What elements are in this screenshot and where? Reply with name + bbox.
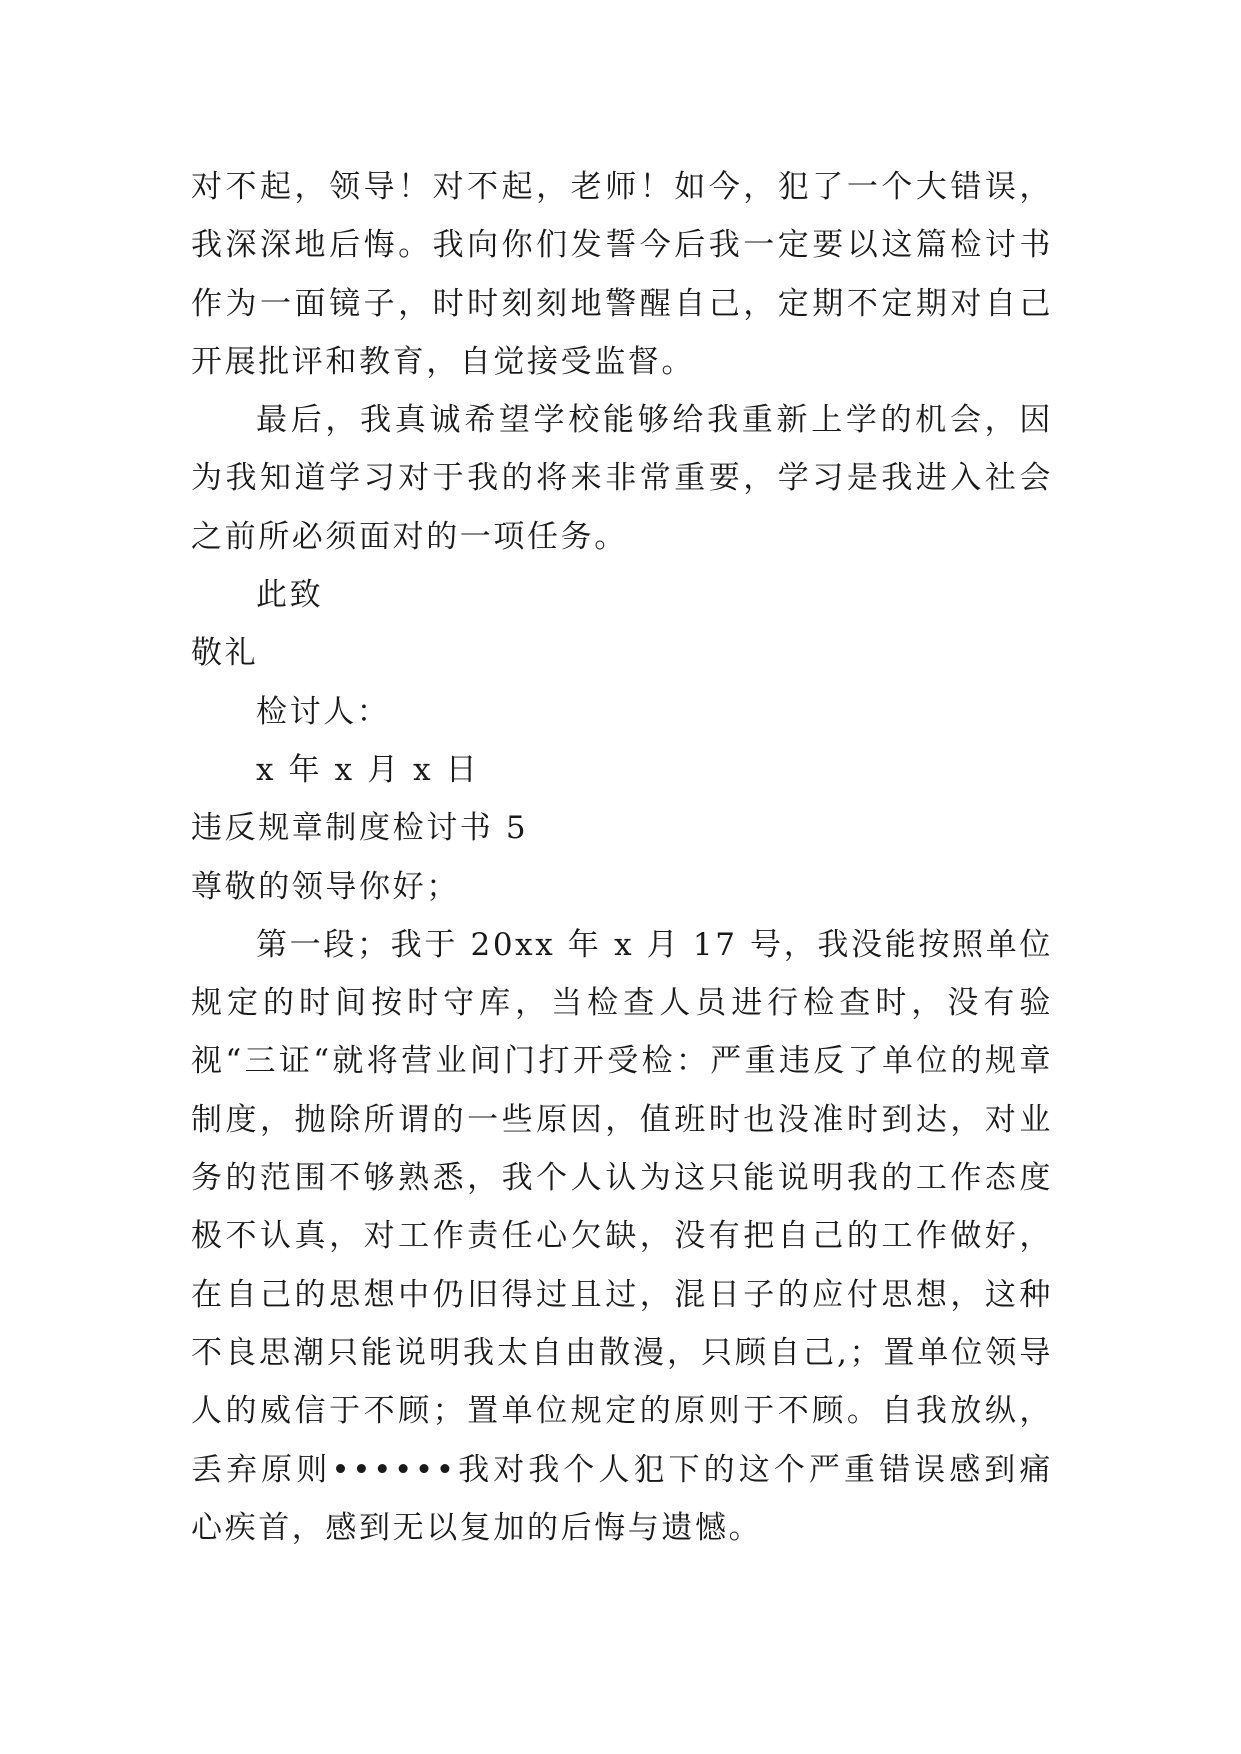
- document-body: [191, 158, 1053, 1557]
- date-line: x 年 x 月 x 日: [256, 751, 480, 788]
- section-title: 违反规章制度检讨书 5: [191, 810, 529, 847]
- closing-wish-paragraph: 最后，我真诚希望学校能够给我重新上学的机会，因为我知道学习对于我的将来非常重要，学习是我进入社会之前所必须面对的一项任务。: [191, 402, 1053, 555]
- apology-paragraph: 对不起，领导！对不起，老师！如今，犯了一个大错误，我深深地后悔。我向你们发誓今后我一定要以这篇检讨书作为一面镜子，时时刻刻地警醒自己，定期不定期对自己开展批评和教育，自觉接受监督。: [191, 169, 1053, 380]
- first-section-paragraph: 第一段；我于 20xx 年 x 月 17 号，我没能按照单位规定的时间按时守库，当检查人员进行检查时，没有验视“三证“就将营业间门打开受检：严重违反了单位的规章制度，抛除所谓的一些原因，值班时也没准时到达，对业务的范围不够熟悉，我个人认为这只能说明我的工作态度极不认真，对工作责任心欠缺，没有把自己的工作做好，在自己的思想中仍旧得过且过，混日子的应付思想，这种不良思潮只能说明我太自由散漫，只顾自己,；置单位领导人的威信于不顾；置单位规定的原则于不顾。自我放纵，丢弃原则••••••我对我个人犯下的这个严重错误感到痛心疾首，感到无以复加的后悔与遗憾。: [191, 926, 1053, 1546]
- signer-label: 检讨人：: [256, 693, 391, 730]
- greeting-line: 尊敬的领导你好；: [191, 868, 460, 905]
- salutation-jingli: 敬礼: [191, 635, 259, 672]
- salutation-cizhi: 此致: [256, 577, 324, 614]
